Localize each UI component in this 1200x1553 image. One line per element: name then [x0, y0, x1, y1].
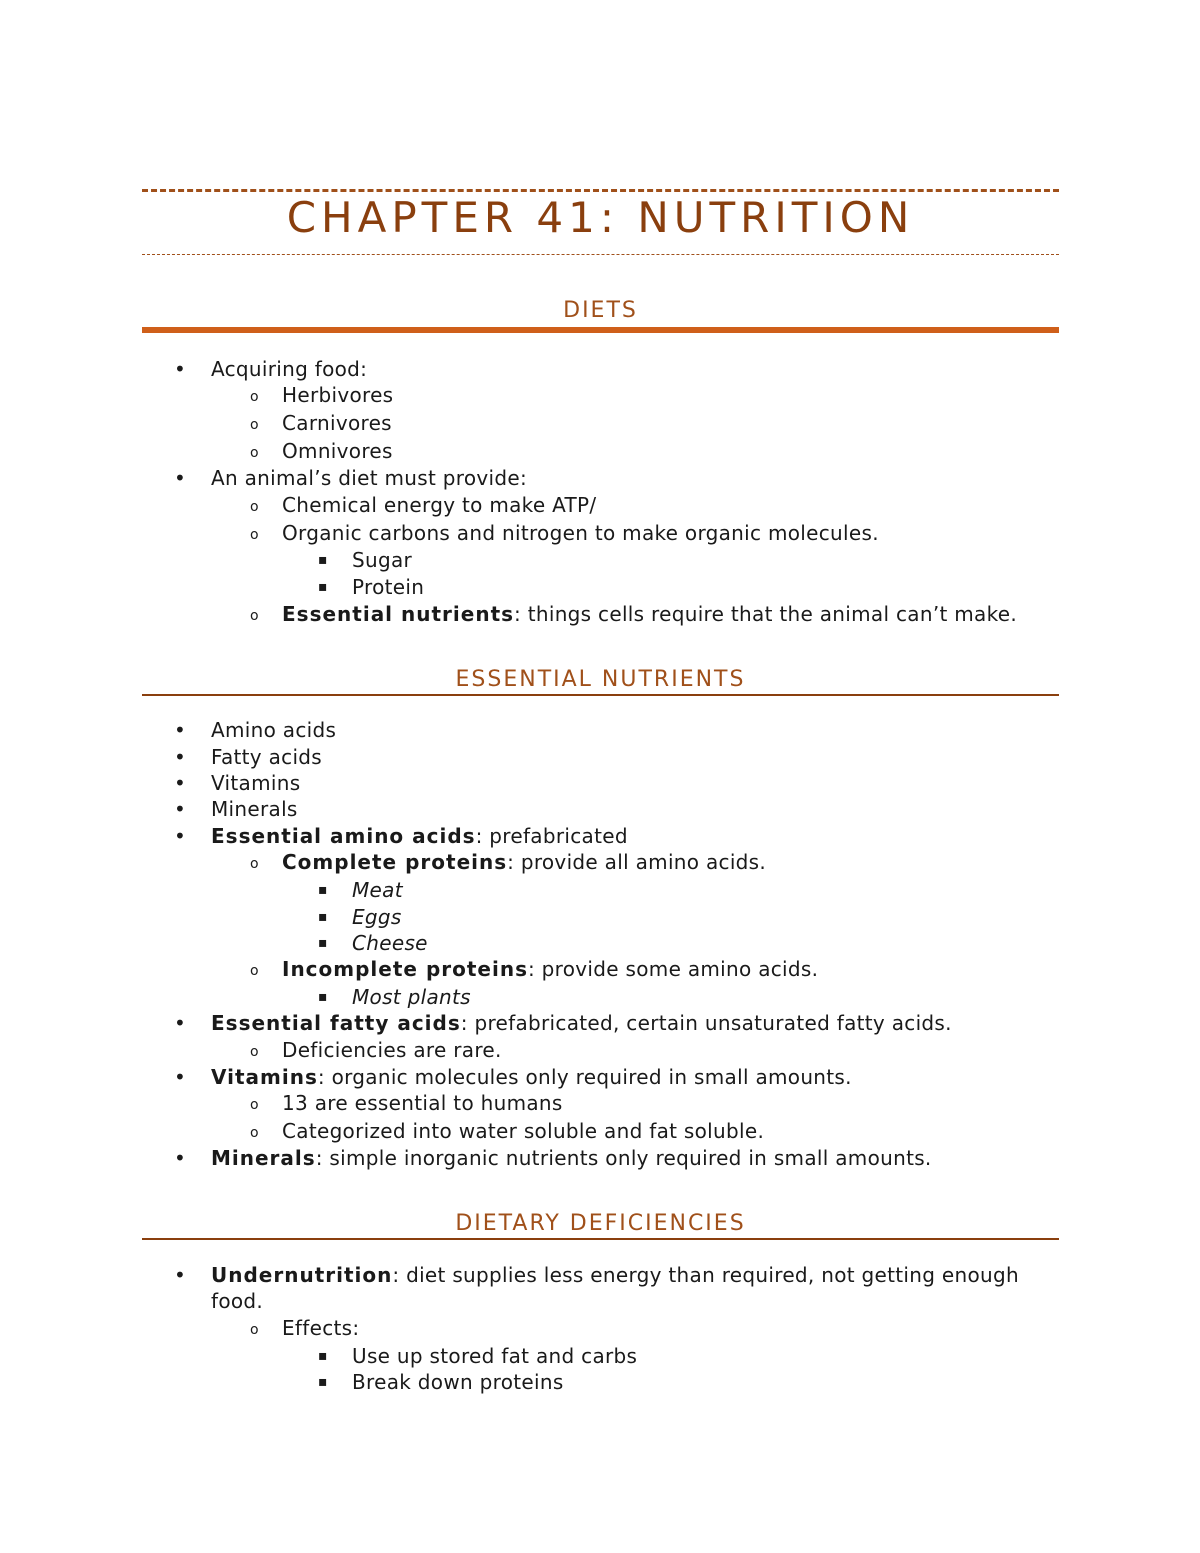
list-item: ▪ Cheese: [318, 931, 428, 955]
list-item: o Herbivores: [282, 382, 393, 408]
circle-marker: o: [250, 963, 259, 979]
term: Minerals: [211, 1146, 316, 1170]
bullet-marker: •: [174, 1146, 187, 1170]
list-item: • Amino acids: [174, 718, 337, 742]
list-item: o Omnivores: [282, 438, 393, 464]
section-rule-essential-nutrients: [142, 694, 1059, 696]
chapter-title: CHAPTER 41: NUTRITION: [286, 193, 915, 242]
square-marker: ▪: [318, 882, 328, 898]
list-item: o 13 are essential to humans: [282, 1090, 563, 1116]
bullet-marker: •: [174, 1011, 187, 1035]
bullet-marker: •: [174, 357, 187, 381]
list-item: o Incomplete proteins: provide some amino acids.: [282, 956, 818, 982]
term: Essential amino acids: [211, 824, 476, 848]
list-item: ▪ Most plants: [318, 985, 471, 1009]
circle-marker: o: [250, 608, 259, 624]
bullet-marker: •: [174, 1065, 187, 1089]
circle-marker: o: [250, 527, 259, 543]
list-item: • Acquiring food:: [174, 357, 368, 381]
circle-marker: o: [250, 1044, 259, 1060]
term: Vitamins: [211, 1065, 318, 1089]
list-item: o Essential nutrients: things cells require that the animal can’t make.: [282, 601, 1017, 627]
bullet-marker: •: [174, 824, 187, 848]
square-marker: ▪: [318, 909, 328, 925]
term: Essential fatty acids: [211, 1011, 461, 1035]
term: Incomplete proteins: [282, 957, 528, 981]
list-item: o Deficiencies are rare.: [282, 1037, 502, 1063]
circle-marker: o: [250, 1322, 259, 1338]
list-item: o Carnivores: [282, 410, 392, 436]
circle-marker: o: [250, 1125, 259, 1141]
circle-marker: o: [250, 389, 259, 405]
circle-marker: o: [250, 499, 259, 515]
list-item: • Essential fatty acids: prefabricated, certain unsaturated fatty acids.: [174, 1011, 952, 1035]
list-item: • Fatty acids: [174, 745, 323, 769]
term: Essential nutrients: [282, 602, 515, 626]
list-item: o Effects:: [282, 1315, 359, 1341]
list-item: o Chemical energy to make ATP/: [282, 492, 596, 518]
square-marker: ▪: [318, 1348, 328, 1364]
bullet-marker: •: [174, 466, 187, 490]
list-item: • Vitamins: organic molecules only required in small amounts.: [174, 1065, 852, 1089]
term: Complete proteins: [282, 850, 508, 874]
section-rule-dietary-deficiencies: [142, 1238, 1059, 1240]
list-item: • Minerals: simple inorganic nutrients only required in small amounts.: [174, 1146, 932, 1170]
list-item: ▪ Protein: [318, 575, 425, 599]
square-marker: ▪: [318, 935, 328, 951]
list-item: • Minerals: [174, 797, 298, 821]
section-heading-diets: DIETS: [563, 298, 638, 323]
bullet-marker: •: [174, 718, 187, 742]
list-item: • Vitamins: [174, 771, 301, 795]
square-marker: ▪: [318, 989, 328, 1005]
list-item: ▪ Use up stored fat and carbs: [318, 1344, 638, 1368]
bullet-marker: •: [174, 1263, 187, 1287]
list-item: o Categorized into water soluble and fat soluble.: [282, 1118, 764, 1144]
title-rule-bottom: [142, 254, 1059, 255]
list-item: ▪ Meat: [318, 878, 403, 902]
square-marker: ▪: [318, 579, 328, 595]
section-heading-essential-nutrients: ESSENTIAL NUTRIENTS: [455, 667, 746, 692]
circle-marker: o: [250, 417, 259, 433]
bullet-marker: •: [174, 797, 187, 821]
term: Undernutrition: [211, 1263, 393, 1287]
bullet-marker: •: [174, 771, 187, 795]
section-rule-diets: [142, 327, 1059, 333]
list-item: ▪ Eggs: [318, 905, 402, 929]
list-item: • Essential amino acids: prefabricated: [174, 824, 628, 848]
list-item: ▪ Break down proteins: [318, 1370, 564, 1394]
bullet-marker: •: [174, 745, 187, 769]
list-item: o Complete proteins: provide all amino acids.: [282, 849, 766, 875]
list-item: o Organic carbons and nitrogen to make organic molecules.: [282, 520, 879, 546]
list-item: • Undernutrition: diet supplies less energy than required, not getting enough food.: [174, 1263, 1019, 1313]
section-heading-dietary-deficiencies: DIETARY DEFICIENCIES: [455, 1211, 746, 1236]
square-marker: ▪: [318, 1374, 328, 1390]
circle-marker: o: [250, 1097, 259, 1113]
circle-marker: o: [250, 856, 259, 872]
list-item: ▪ Sugar: [318, 548, 413, 572]
list-item: • An animal’s diet must provide:: [174, 466, 528, 490]
circle-marker: o: [250, 445, 259, 461]
square-marker: ▪: [318, 552, 328, 568]
